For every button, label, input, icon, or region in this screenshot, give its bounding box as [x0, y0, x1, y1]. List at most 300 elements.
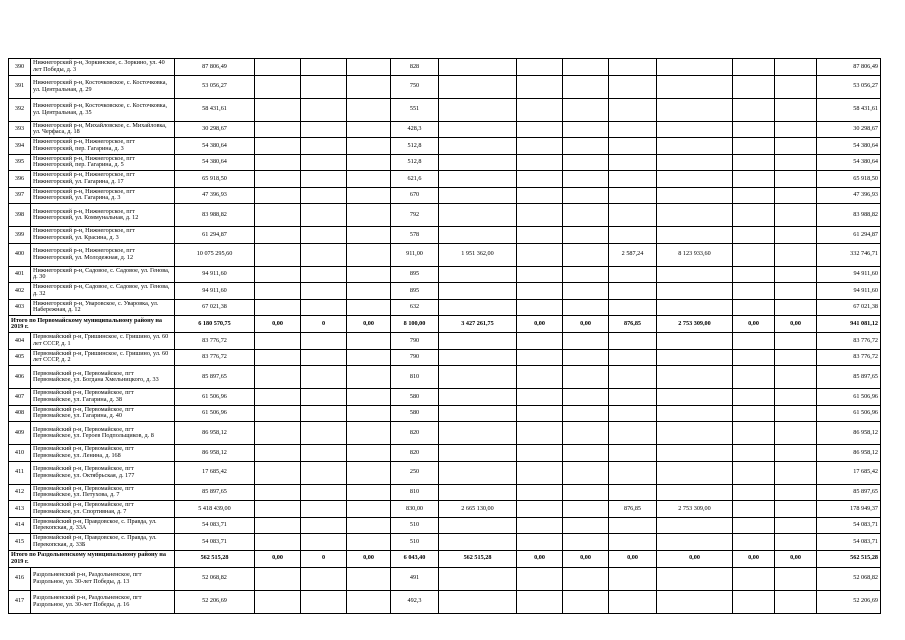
value-cell-c9 [609, 389, 657, 406]
value-cell-c5: 911,00 [391, 243, 439, 266]
value-cell-c1: 85 897,65 [175, 484, 255, 501]
address-cell: Нижнегорский р-н, Нижнегорское, пгт Нижнегорский, ул. Гагарина, д. 3 [31, 187, 175, 204]
value-cell-c1: 83 988,82 [175, 204, 255, 227]
value-cell-c13: 61 506,96 [817, 405, 881, 422]
value-cell-c1: 94 911,60 [175, 266, 255, 283]
value-cell-c8 [563, 349, 609, 366]
value-cell-c5: 580 [391, 405, 439, 422]
value-cell-c11 [733, 204, 775, 227]
value-cell-c13: 86 958,12 [817, 445, 881, 462]
value-cell-c3 [301, 283, 347, 300]
value-cell-c5: 551 [391, 98, 439, 121]
value-cell-c3 [301, 366, 347, 389]
value-cell-c11 [733, 299, 775, 316]
value-cell-c9 [609, 534, 657, 551]
value-cell-c2 [255, 461, 301, 484]
address-cell: Первомайский р-н, Первомайское, пгт Первомайское, ул. Героев Подпольщиков, д. 8 [31, 422, 175, 445]
table-body [9, 59, 881, 614]
address-cell: Нижнегорский р-н, Косточковское, с. Косточковка, ул. Центральная, д. 29 [31, 75, 175, 98]
row-number: 392 [9, 98, 31, 121]
value-cell-c10 [657, 266, 733, 283]
row-number: 416 [9, 567, 31, 590]
value-cell-c5: 492,3 [391, 590, 439, 613]
value-cell-c9 [609, 138, 657, 155]
value-cell-c9 [609, 154, 657, 171]
value-cell-c2 [255, 75, 301, 98]
address-cell: Нижнегорский р-н, Нижнегорское, пгт Нижнегорский, ул. Коммунальная, д. 12 [31, 204, 175, 227]
value-cell-c2 [255, 121, 301, 138]
value-cell-c7 [517, 349, 563, 366]
address-cell: Нижнегорский р-н, Михайловское, с. Михайловка, ул. Черфаса, д. 18 [31, 121, 175, 138]
value-cell-c11 [733, 75, 775, 98]
value-cell-c13: 67 021,38 [817, 299, 881, 316]
value-cell-c5: 810 [391, 484, 439, 501]
value-cell-c12 [775, 333, 817, 350]
table-row [9, 266, 881, 283]
value-cell-c6: 562 515,28 [439, 550, 517, 567]
value-cell-c11 [733, 517, 775, 534]
value-cell-c5: 830,00 [391, 501, 439, 518]
value-cell-c11 [733, 445, 775, 462]
value-cell-c10 [657, 405, 733, 422]
value-cell-c9 [609, 75, 657, 98]
value-cell-c1: 54 083,71 [175, 534, 255, 551]
value-cell-c8 [563, 98, 609, 121]
value-cell-c3 [301, 461, 347, 484]
table-row [9, 171, 881, 188]
value-cell-c8 [563, 333, 609, 350]
row-number: 405 [9, 349, 31, 366]
value-cell-c8 [563, 138, 609, 155]
value-cell-c8 [563, 484, 609, 501]
value-cell-c12: 0,00 [775, 550, 817, 567]
value-cell-c6 [439, 121, 517, 138]
value-cell-c9 [609, 349, 657, 366]
table-row [9, 422, 881, 445]
value-cell-c13: 54 380,64 [817, 138, 881, 155]
value-cell-c7: 0,00 [517, 316, 563, 333]
value-cell-c10 [657, 98, 733, 121]
value-cell-c6: 2 665 130,00 [439, 501, 517, 518]
value-cell-c6 [439, 389, 517, 406]
value-cell-c7 [517, 187, 563, 204]
value-cell-c12 [775, 366, 817, 389]
value-cell-c1: 5 418 439,00 [175, 501, 255, 518]
value-cell-c4 [347, 75, 391, 98]
value-cell-c9 [609, 484, 657, 501]
value-cell-c8 [563, 445, 609, 462]
address-cell: Первомайский р-н, Первомайское, пгт Первомайское, ул. Петухова, д. 7 [31, 484, 175, 501]
value-cell-c3 [301, 75, 347, 98]
value-cell-c3 [301, 567, 347, 590]
value-cell-c10 [657, 59, 733, 76]
value-cell-c8 [563, 75, 609, 98]
value-cell-c11 [733, 243, 775, 266]
value-cell-c7 [517, 567, 563, 590]
table-row [9, 227, 881, 244]
value-cell-c4 [347, 154, 391, 171]
value-cell-c5: 250 [391, 461, 439, 484]
table-row [9, 501, 881, 518]
value-cell-c6 [439, 98, 517, 121]
value-cell-c10 [657, 204, 733, 227]
value-cell-c1: 61 506,96 [175, 405, 255, 422]
value-cell-c12 [775, 98, 817, 121]
value-cell-c13: 58 431,61 [817, 98, 881, 121]
row-number: 394 [9, 138, 31, 155]
value-cell-c11 [733, 366, 775, 389]
total-label: Итого по Первомайскому муниципальному району на 2019 г. [9, 316, 175, 333]
value-cell-c11 [733, 227, 775, 244]
value-cell-c10 [657, 567, 733, 590]
value-cell-c1: 52 206,69 [175, 590, 255, 613]
value-cell-c1: 85 897,65 [175, 366, 255, 389]
value-cell-c4 [347, 517, 391, 534]
value-cell-c8 [563, 59, 609, 76]
value-cell-c12 [775, 59, 817, 76]
value-cell-c2 [255, 204, 301, 227]
value-cell-c9 [609, 171, 657, 188]
value-cell-c8 [563, 171, 609, 188]
value-cell-c11 [733, 59, 775, 76]
table-row [9, 299, 881, 316]
row-number: 395 [9, 154, 31, 171]
value-cell-c6 [439, 445, 517, 462]
value-cell-c11 [733, 590, 775, 613]
value-cell-c9 [609, 299, 657, 316]
value-cell-c10: 2 753 309,00 [657, 316, 733, 333]
value-cell-c9 [609, 517, 657, 534]
address-cell: Раздольненский р-н, Раздольненское, пгт Раздольное, ул. 30-лет Победы, д. 13 [31, 567, 175, 590]
value-cell-c3 [301, 501, 347, 518]
row-number: 399 [9, 227, 31, 244]
value-cell-c8 [563, 204, 609, 227]
value-cell-c13: 87 806,49 [817, 59, 881, 76]
row-number: 406 [9, 366, 31, 389]
value-cell-c6 [439, 227, 517, 244]
value-cell-c10 [657, 299, 733, 316]
value-cell-c3: 0 [301, 550, 347, 567]
value-cell-c10 [657, 75, 733, 98]
value-cell-c6 [439, 75, 517, 98]
value-cell-c3 [301, 484, 347, 501]
value-cell-c4 [347, 98, 391, 121]
value-cell-c3 [301, 121, 347, 138]
address-cell: Первомайский р-н, Первомайское, пгт Первомайское, ул. Богдана Хмельницкого, д. 33 [31, 366, 175, 389]
value-cell-c8: 0,00 [563, 316, 609, 333]
value-cell-c7 [517, 389, 563, 406]
value-cell-c2 [255, 567, 301, 590]
value-cell-c5: 895 [391, 266, 439, 283]
value-cell-c9 [609, 266, 657, 283]
value-cell-c1: 61 506,96 [175, 389, 255, 406]
value-cell-c8 [563, 405, 609, 422]
total-row [9, 316, 881, 333]
value-cell-c6 [439, 567, 517, 590]
value-cell-c13: 83 988,82 [817, 204, 881, 227]
value-cell-c11: 0,00 [733, 550, 775, 567]
table-row [9, 59, 881, 76]
value-cell-c8 [563, 121, 609, 138]
table-row [9, 243, 881, 266]
value-cell-c13: 54 083,71 [817, 534, 881, 551]
table-row [9, 517, 881, 534]
value-cell-c6 [439, 517, 517, 534]
value-cell-c2 [255, 266, 301, 283]
address-cell: Первомайский р-н, Гришинское, с. Гришино, ул. 60 лет СССР, д. 2 [31, 349, 175, 366]
value-cell-c5: 621,6 [391, 171, 439, 188]
value-cell-c10 [657, 154, 733, 171]
table-row [9, 98, 881, 121]
value-cell-c1: 53 056,27 [175, 75, 255, 98]
value-cell-c3 [301, 171, 347, 188]
value-cell-c10 [657, 283, 733, 300]
value-cell-c5: 428,3 [391, 121, 439, 138]
address-cell: Раздольненский р-н, Раздольненское, пгт Раздольное, ул. 30-лет Победы, д. 16 [31, 590, 175, 613]
value-cell-c7 [517, 171, 563, 188]
value-cell-c2 [255, 283, 301, 300]
value-cell-c9: 876,85 [609, 316, 657, 333]
value-cell-c9: 2 587,24 [609, 243, 657, 266]
value-cell-c13: 83 776,72 [817, 349, 881, 366]
value-cell-c3 [301, 405, 347, 422]
value-cell-c4 [347, 501, 391, 518]
value-cell-c12 [775, 517, 817, 534]
value-cell-c3 [301, 138, 347, 155]
value-cell-c11 [733, 266, 775, 283]
value-cell-c1: 94 911,60 [175, 283, 255, 300]
value-cell-c13: 94 911,60 [817, 283, 881, 300]
table-row [9, 333, 881, 350]
value-cell-c2 [255, 534, 301, 551]
value-cell-c2 [255, 422, 301, 445]
row-number: 402 [9, 283, 31, 300]
table-row [9, 366, 881, 389]
value-cell-c6 [439, 187, 517, 204]
value-cell-c5: 512,8 [391, 154, 439, 171]
row-number: 412 [9, 484, 31, 501]
value-cell-c1: 83 776,72 [175, 349, 255, 366]
total-row [9, 550, 881, 567]
value-cell-c11 [733, 138, 775, 155]
value-cell-c9 [609, 445, 657, 462]
value-cell-c3 [301, 59, 347, 76]
value-cell-c8 [563, 461, 609, 484]
value-cell-c5: 670 [391, 187, 439, 204]
value-cell-c9 [609, 590, 657, 613]
address-cell: Первомайский р-н, Правдовское, с. Правда, ул. Перекопская, д. 33А [31, 517, 175, 534]
row-number: 413 [9, 501, 31, 518]
value-cell-c12 [775, 75, 817, 98]
value-cell-c9 [609, 333, 657, 350]
value-cell-c5: 580 [391, 389, 439, 406]
value-cell-c6 [439, 405, 517, 422]
value-cell-c7 [517, 75, 563, 98]
value-cell-c5: 491 [391, 567, 439, 590]
table-row [9, 283, 881, 300]
value-cell-c1: 47 396,93 [175, 187, 255, 204]
value-cell-c7 [517, 422, 563, 445]
value-cell-c3 [301, 154, 347, 171]
value-cell-c8 [563, 283, 609, 300]
value-cell-c12 [775, 204, 817, 227]
row-number: 411 [9, 461, 31, 484]
value-cell-c9 [609, 366, 657, 389]
value-cell-c1: 6 180 570,75 [175, 316, 255, 333]
value-cell-c6 [439, 59, 517, 76]
value-cell-c2 [255, 484, 301, 501]
value-cell-c12: 0,00 [775, 316, 817, 333]
value-cell-c1: 52 068,82 [175, 567, 255, 590]
value-cell-c13: 52 068,82 [817, 567, 881, 590]
value-cell-c8 [563, 501, 609, 518]
value-cell-c8 [563, 590, 609, 613]
table-row [9, 138, 881, 155]
value-cell-c1: 67 021,38 [175, 299, 255, 316]
value-cell-c10 [657, 484, 733, 501]
value-cell-c3 [301, 517, 347, 534]
value-cell-c6 [439, 333, 517, 350]
row-number: 393 [9, 121, 31, 138]
value-cell-c3 [301, 243, 347, 266]
value-cell-c4: 0,00 [347, 316, 391, 333]
value-cell-c12 [775, 349, 817, 366]
value-cell-c12 [775, 534, 817, 551]
value-cell-c9: 0,00 [609, 550, 657, 567]
value-cell-c4 [347, 422, 391, 445]
value-cell-c13: 17 685,42 [817, 461, 881, 484]
value-cell-c4 [347, 299, 391, 316]
value-cell-c1: 562 515,28 [175, 550, 255, 567]
value-cell-c4 [347, 461, 391, 484]
row-number: 408 [9, 405, 31, 422]
value-cell-c3 [301, 187, 347, 204]
value-cell-c6 [439, 204, 517, 227]
table-row [9, 590, 881, 613]
value-cell-c13: 54 380,64 [817, 154, 881, 171]
value-cell-c4 [347, 283, 391, 300]
value-cell-c5: 790 [391, 333, 439, 350]
value-cell-c13: 47 396,93 [817, 187, 881, 204]
value-cell-c10: 2 753 309,00 [657, 501, 733, 518]
value-cell-c4 [347, 366, 391, 389]
value-cell-c7 [517, 204, 563, 227]
value-cell-c1: 17 685,42 [175, 461, 255, 484]
value-cell-c7 [517, 501, 563, 518]
value-cell-c12 [775, 389, 817, 406]
value-cell-c13: 178 949,37 [817, 501, 881, 518]
value-cell-c5: 828 [391, 59, 439, 76]
value-cell-c7 [517, 484, 563, 501]
value-cell-c4 [347, 590, 391, 613]
address-cell: Первомайский р-н, Первомайское, пгт Первомайское, ул. Гагарина, д. 38 [31, 389, 175, 406]
value-cell-c7 [517, 227, 563, 244]
value-cell-c7 [517, 138, 563, 155]
value-cell-c9 [609, 98, 657, 121]
row-number: 409 [9, 422, 31, 445]
value-cell-c1: 65 918,50 [175, 171, 255, 188]
value-cell-c3: 0 [301, 316, 347, 333]
value-cell-c13: 61 506,96 [817, 389, 881, 406]
value-cell-c4 [347, 534, 391, 551]
value-cell-c11 [733, 534, 775, 551]
address-cell: Первомайский р-н, Первомайское, пгт Первомайское, ул. Ленина, д. 168 [31, 445, 175, 462]
address-cell: Нижнегорский р-н, Нижнегорское, пгт Нижнегорский, ул. Гагарина, д. 17 [31, 171, 175, 188]
value-cell-c13: 86 958,12 [817, 422, 881, 445]
value-cell-c2 [255, 171, 301, 188]
row-number: 403 [9, 299, 31, 316]
value-cell-c6 [439, 171, 517, 188]
value-cell-c12 [775, 484, 817, 501]
value-cell-c13: 53 056,27 [817, 75, 881, 98]
value-cell-c4 [347, 266, 391, 283]
value-cell-c1: 54 083,71 [175, 517, 255, 534]
value-cell-c3 [301, 333, 347, 350]
value-cell-c6 [439, 299, 517, 316]
value-cell-c12 [775, 121, 817, 138]
value-cell-c6 [439, 590, 517, 613]
value-cell-c5: 790 [391, 349, 439, 366]
value-cell-c8 [563, 389, 609, 406]
value-cell-c6 [439, 422, 517, 445]
value-cell-c6 [439, 154, 517, 171]
value-cell-c10 [657, 445, 733, 462]
value-cell-c2 [255, 227, 301, 244]
value-cell-c6: 3 427 261,75 [439, 316, 517, 333]
value-cell-c13: 85 897,65 [817, 484, 881, 501]
value-cell-c1: 30 298,67 [175, 121, 255, 138]
value-cell-c2 [255, 299, 301, 316]
row-number: 390 [9, 59, 31, 76]
value-cell-c1: 86 958,12 [175, 445, 255, 462]
value-cell-c13: 562 515,28 [817, 550, 881, 567]
table-row [9, 349, 881, 366]
value-cell-c7 [517, 154, 563, 171]
row-number: 404 [9, 333, 31, 350]
row-number: 398 [9, 204, 31, 227]
table-row [9, 204, 881, 227]
value-cell-c10 [657, 534, 733, 551]
value-cell-c11 [733, 121, 775, 138]
value-cell-c10 [657, 422, 733, 445]
value-cell-c7 [517, 590, 563, 613]
value-cell-c2 [255, 154, 301, 171]
value-cell-c9 [609, 422, 657, 445]
value-cell-c2 [255, 405, 301, 422]
row-number: 415 [9, 534, 31, 551]
value-cell-c5: 810 [391, 366, 439, 389]
value-cell-c12 [775, 187, 817, 204]
value-cell-c12 [775, 405, 817, 422]
value-cell-c5: 510 [391, 517, 439, 534]
table-row [9, 461, 881, 484]
value-cell-c3 [301, 445, 347, 462]
value-cell-c4 [347, 567, 391, 590]
value-cell-c4 [347, 243, 391, 266]
value-cell-c8 [563, 422, 609, 445]
value-cell-c13: 83 776,72 [817, 333, 881, 350]
address-cell: Нижнегорский р-н, Нижнегорское, пгт Нижнегорский, ул. Красина, д. 3 [31, 227, 175, 244]
value-cell-c9 [609, 461, 657, 484]
value-cell-c9 [609, 187, 657, 204]
value-cell-c2 [255, 138, 301, 155]
value-cell-c13: 52 206,69 [817, 590, 881, 613]
value-cell-c10 [657, 187, 733, 204]
value-cell-c11 [733, 187, 775, 204]
value-cell-c4 [347, 484, 391, 501]
value-cell-c6 [439, 366, 517, 389]
value-cell-c8 [563, 299, 609, 316]
